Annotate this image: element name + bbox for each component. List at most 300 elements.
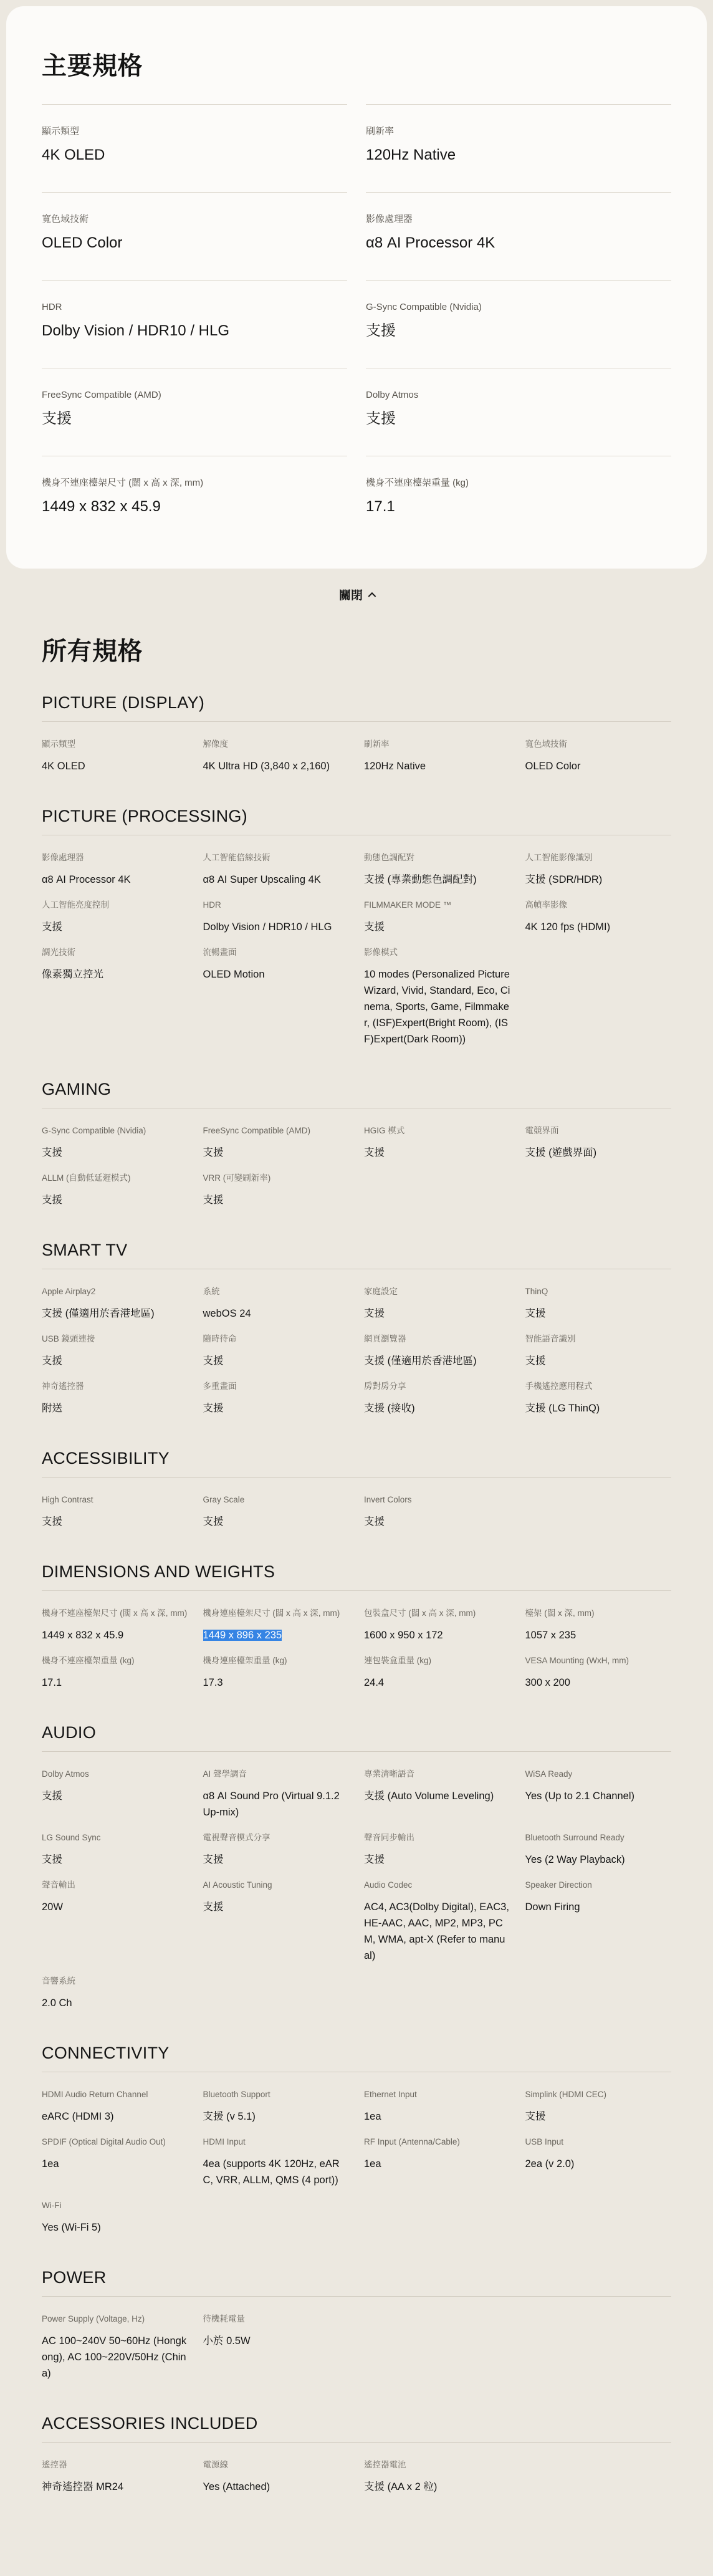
spec-item	[525, 1768, 672, 1820]
spec-section	[42, 1562, 671, 1691]
spec-value: 20W	[42, 1901, 63, 1913]
spec-value: 支援	[203, 1403, 224, 1414]
spec-label: Gray Scale	[203, 1495, 245, 1504]
spec-value: 支援	[42, 1854, 62, 1865]
spec-item	[364, 2136, 510, 2188]
spec-value: 支援	[42, 1355, 62, 1367]
spec-item	[203, 738, 350, 774]
spec-label: WiSA Ready	[525, 1769, 573, 1779]
spec-row	[42, 1172, 671, 1208]
spec-value: 支援	[525, 1355, 546, 1367]
spec-value: α8 AI Sound Pro (Virtual 9.1.2 Up-mix)	[203, 1790, 340, 1818]
spec-value: 支援	[364, 1854, 385, 1865]
spec-value: 4ea (supports 4K 120Hz, eARC, VRR, ALLM, QMS (4 port))	[203, 2158, 340, 2186]
spec-label: Power Supply (Voltage, Hz)	[42, 2314, 145, 2324]
section-heading: ACCESSIBILITY	[42, 1449, 170, 1468]
spec-item	[525, 899, 672, 935]
spec-label: 包裝盒尺寸 (闊 x 高 x 深, mm)	[364, 1608, 476, 1618]
spec-item	[42, 946, 188, 1047]
spec-label: 人工智能亮度控制	[42, 900, 109, 910]
spec-label: G-Sync Compatible (Nvidia)	[366, 302, 482, 312]
spec-value: 2ea (v 2.0)	[525, 2158, 575, 2170]
spec-value: 17.1	[366, 498, 395, 515]
spec-value: 120Hz Native	[364, 761, 426, 772]
spec-label: 機身不連座檯架重量 (kg)	[42, 1656, 135, 1665]
specs-page	[0, 6, 713, 2576]
section-divider	[42, 2442, 671, 2443]
spec-value: 1057 x 235	[525, 1630, 577, 1641]
spec-value: 支援	[203, 1147, 224, 1158]
spec-value: 17.3	[203, 1677, 223, 1688]
spec-value: 支援 (v 5.1)	[203, 2111, 256, 2122]
spec-value: 支援 (AA x 2 粒)	[364, 2481, 438, 2492]
spec-item	[364, 946, 510, 1047]
spec-label: 流暢畫面	[203, 948, 237, 957]
section-heading: PICTURE (PROCESSING)	[42, 807, 248, 825]
spec-label: 刷新率	[366, 126, 395, 137]
spec-value: 24.4	[364, 1677, 385, 1688]
spec-item	[366, 280, 671, 368]
spec-label: 智能語音識別	[525, 1334, 576, 1343]
spec-value: 支援	[203, 1901, 224, 1913]
spec-label: HGIG 模式	[364, 1126, 405, 1135]
spec-label: Speaker Direction	[525, 1880, 592, 1890]
spec-label: Apple Airplay2	[42, 1287, 96, 1296]
spec-value: AC4, AC3(Dolby Digital), EAC3, HE-AAC, AAC, MP2, MP3, PCM, WMA, apt-X (Refer to manual)	[364, 1901, 509, 1961]
spec-label: 影像模式	[364, 948, 398, 957]
spec-label: HDR	[203, 900, 221, 910]
main-specs-title: 主要規格	[42, 52, 143, 80]
spec-item	[203, 2313, 350, 2381]
spec-label: LG Sound Sync	[42, 1833, 101, 1842]
spec-value: 附送	[42, 1403, 62, 1414]
section-divider	[42, 1751, 671, 1752]
spec-label: High Contrast	[42, 1495, 93, 1504]
spec-value: 支援	[366, 410, 396, 427]
spec-item	[203, 2136, 350, 2188]
spec-row	[42, 1607, 671, 1643]
spec-item	[203, 2459, 350, 2495]
spec-item	[525, 852, 672, 888]
spec-label: 電源線	[203, 2460, 228, 2469]
spec-value: 4K OLED	[42, 147, 105, 163]
spec-value: 支援 (SDR/HDR)	[525, 874, 603, 885]
section-divider	[42, 1477, 671, 1478]
spec-item	[525, 1380, 672, 1416]
spec-value: Dolby Vision / HDR10 / HLG	[42, 322, 230, 339]
spec-label: 動態色調配對	[364, 853, 414, 862]
spec-item	[364, 1879, 510, 1964]
spec-label: ThinQ	[525, 1287, 548, 1296]
spec-value: 支援	[203, 1516, 224, 1527]
spec-value: 1449 x 832 x 45.9	[42, 1630, 124, 1641]
spec-label: 聲音同步輸出	[364, 1833, 414, 1842]
spec-value: 支援	[364, 1308, 385, 1319]
spec-item	[203, 1607, 350, 1643]
spec-value: 10 modes (Personalized Picture Wizard, Vivid, Standard, Eco, Cinema, Sports, Game, Filmmaker, (ISF)Expert(Bright Room), (ISF)Expert(Dark Room))	[364, 969, 510, 1045]
spec-value: 支援	[364, 921, 385, 933]
spec-section	[42, 2044, 671, 2236]
spec-label: 連包裝盒重量 (kg)	[364, 1656, 431, 1665]
spec-item	[42, 2136, 188, 2188]
spec-section	[42, 2414, 671, 2495]
spec-item	[364, 1125, 510, 1161]
spec-value: 1ea	[42, 2158, 59, 2170]
spec-item	[42, 1768, 188, 1820]
spec-section	[42, 1449, 671, 1530]
spec-value: 4K 120 fps (HDMI)	[525, 921, 611, 933]
spec-label: 遙控器	[42, 2460, 67, 2469]
spec-label: USB 鏡頭連接	[42, 1334, 95, 1343]
spec-item	[42, 1172, 188, 1208]
spec-value: 支援	[42, 1516, 62, 1527]
all-specs-title: 所有規格	[42, 638, 143, 665]
spec-label: VESA Mounting (WxH, mm)	[525, 1656, 629, 1665]
spec-value: 17.1	[42, 1677, 62, 1688]
spec-value: 300 x 200	[525, 1677, 570, 1688]
spec-item	[42, 456, 347, 544]
close-row	[0, 584, 713, 605]
spec-item	[364, 738, 510, 774]
spec-item	[42, 2199, 188, 2236]
spec-label: HDMI Input	[203, 2137, 246, 2146]
spec-label: 檯架 (闊 x 深, mm)	[525, 1608, 595, 1618]
spec-label: 遙控器電池	[364, 2460, 406, 2469]
section-heading: AUDIO	[42, 1723, 97, 1742]
section-heading: POWER	[42, 2268, 107, 2287]
spec-item	[525, 1879, 672, 1964]
spec-item	[42, 1286, 188, 1322]
spec-row	[42, 2459, 671, 2495]
spec-value: webOS 24	[203, 1308, 251, 1319]
spec-item	[42, 738, 188, 774]
spec-label: ALLM (自動低延遲模式)	[42, 1173, 131, 1183]
section-heading: DIMENSIONS AND WEIGHTS	[42, 1562, 275, 1581]
spec-label: HDMI Audio Return Channel	[42, 2090, 148, 2099]
spec-value: α8 AI Super Upscaling 4K	[203, 874, 321, 885]
close-button-label: 關閉	[338, 589, 363, 602]
spec-value: Yes (Attached)	[203, 2481, 270, 2492]
spec-label: 房對房分享	[364, 1382, 406, 1391]
spec-label: RF Input (Antenna/Cable)	[364, 2137, 460, 2146]
spec-label: Bluetooth Support	[203, 2090, 270, 2099]
spec-row	[42, 1125, 671, 1161]
spec-value: 神奇遙控器 MR24	[42, 2481, 124, 2492]
spec-value: 4K Ultra HD (3,840 x 2,160)	[203, 761, 330, 772]
spec-item	[203, 1172, 350, 1208]
spec-item	[203, 1768, 350, 1820]
spec-value: Down Firing	[525, 1901, 580, 1913]
spec-label: Simplink (HDMI CEC)	[525, 2090, 607, 2099]
spec-item	[203, 1494, 350, 1530]
spec-label: 機身連座檯架尺寸 (闊 x 高 x 深, mm)	[203, 1608, 340, 1618]
spec-item	[364, 899, 510, 935]
spec-row	[42, 899, 671, 935]
spec-label: 影像處理器	[366, 214, 413, 224]
section-heading: PICTURE (DISPLAY)	[42, 693, 205, 712]
spec-item	[203, 1333, 350, 1369]
spec-label: 聲音輸出	[42, 1880, 75, 1890]
spec-value: 支援 (專業動態色調配對)	[364, 874, 477, 885]
spec-item	[42, 1380, 188, 1416]
spec-value: 120Hz Native	[366, 147, 456, 163]
spec-value: OLED Motion	[203, 969, 265, 980]
spec-value: 支援	[42, 1790, 62, 1802]
spec-item	[42, 2313, 188, 2381]
spec-section	[42, 693, 671, 774]
spec-label: Wi-Fi	[42, 2201, 62, 2210]
spec-label: 家庭設定	[364, 1287, 398, 1296]
spec-value: 支援	[203, 1355, 224, 1367]
spec-item	[42, 280, 347, 368]
spec-value: eARC (HDMI 3)	[42, 2111, 114, 2122]
spec-value: 支援 (Auto Volume Leveling)	[364, 1790, 494, 1802]
section-heading: GAMING	[42, 1080, 112, 1098]
spec-label: 音響系統	[42, 1976, 75, 1986]
section-divider	[42, 2296, 671, 2297]
spec-item	[42, 2459, 188, 2495]
all-specs-sections	[42, 693, 671, 2495]
spec-label: Dolby Atmos	[366, 390, 419, 400]
spec-item	[203, 1286, 350, 1322]
spec-value: AC 100~240V 50~60Hz (Hongkong), AC 100~220V/50Hz (China)	[42, 2335, 187, 2379]
spec-item	[203, 2088, 350, 2125]
spec-value: 支援	[42, 1147, 62, 1158]
spec-item	[364, 1333, 510, 1369]
main-specs-card	[6, 6, 707, 569]
spec-label: 手機遙控應用程式	[525, 1382, 593, 1391]
spec-row	[42, 1975, 671, 2011]
spec-row	[42, 1494, 671, 1530]
spec-label: 機身不連座檯架重量 (kg)	[366, 478, 469, 488]
spec-value: 1449 x 832 x 45.9	[42, 498, 161, 515]
section-divider	[42, 1590, 671, 1591]
selected-text: 1449 x 896 x 235	[203, 1630, 282, 1641]
spec-value: 支援 (遊戲界面)	[525, 1147, 597, 1158]
close-specs-button[interactable]	[334, 584, 379, 605]
spec-label: 顯示類型	[42, 126, 80, 137]
spec-row	[42, 1286, 671, 1322]
spec-row	[42, 1655, 671, 1691]
spec-label: 機身不連座檯架尺寸 (闊 x 高 x 深, mm)	[42, 1608, 188, 1618]
spec-item	[525, 1333, 672, 1369]
spec-label: SPDIF (Optical Digital Audio Out)	[42, 2137, 166, 2146]
section-heading: SMART TV	[42, 1241, 128, 1259]
spec-value: 支援	[42, 921, 62, 933]
spec-label: Audio Codec	[364, 1880, 413, 1890]
spec-label: 待機耗電量	[203, 2314, 245, 2324]
spec-label: 影像處理器	[42, 853, 84, 862]
spec-item	[203, 1832, 350, 1868]
spec-label: 專業清晰語音	[364, 1769, 414, 1779]
spec-item	[42, 2088, 188, 2125]
spec-value: 支援 (僅適用於香港地區)	[42, 1308, 155, 1319]
spec-value: Yes (2 Way Playback)	[525, 1854, 625, 1865]
spec-item	[364, 2459, 510, 2495]
spec-value: OLED Color	[42, 234, 123, 251]
spec-item	[364, 1655, 510, 1691]
spec-item	[525, 1286, 672, 1322]
spec-label: 寬色域技術	[42, 214, 89, 224]
spec-section	[42, 1241, 671, 1416]
spec-label: 調光技術	[42, 948, 75, 957]
spec-item	[525, 738, 672, 774]
spec-item	[525, 2088, 672, 2125]
spec-label: 人工智能影像識別	[525, 853, 593, 862]
spec-item	[364, 1607, 510, 1643]
spec-label: 電視聲音模式分享	[203, 1833, 270, 1842]
spec-row	[42, 1879, 671, 1964]
spec-label: Ethernet Input	[364, 2090, 417, 2099]
spec-value: α8 AI Processor 4K	[366, 234, 495, 251]
spec-row	[42, 738, 671, 774]
spec-item	[366, 456, 671, 544]
spec-row	[42, 946, 671, 1047]
spec-section	[42, 2268, 671, 2381]
spec-label: USB Input	[525, 2137, 564, 2146]
spec-label: 神奇遙控器	[42, 1382, 84, 1391]
section-divider	[42, 721, 671, 722]
spec-value: 支援	[364, 1516, 385, 1527]
spec-label: 顯示類型	[42, 739, 75, 749]
spec-item	[364, 1832, 510, 1868]
spec-value: 4K OLED	[42, 761, 85, 772]
spec-value: Yes (Up to 2.1 Channel)	[525, 1790, 634, 1802]
spec-value: 1ea	[364, 2111, 381, 2122]
spec-item	[203, 1879, 350, 1964]
spec-value: Dolby Vision / HDR10 / HLG	[203, 921, 332, 933]
spec-value: 像素獨立控光	[42, 969, 103, 980]
spec-row	[42, 1380, 671, 1416]
spec-item	[203, 852, 350, 888]
spec-item	[42, 368, 347, 456]
spec-value: 支援	[366, 322, 396, 339]
spec-value: 支援	[203, 1854, 224, 1865]
spec-label: 電競界面	[525, 1126, 559, 1135]
spec-item	[525, 1125, 672, 1161]
spec-item	[42, 899, 188, 935]
spec-value: 支援	[203, 1194, 224, 1206]
spec-item	[525, 1832, 672, 1868]
section-heading: ACCESSORIES INCLUDED	[42, 2414, 258, 2433]
spec-label: 寬色域技術	[525, 739, 567, 749]
spec-label: FreeSync Compatible (AMD)	[42, 390, 161, 400]
spec-label: 人工智能倍線技術	[203, 853, 270, 862]
spec-label: 機身不連座檯架尺寸 (闊 x 高 x 深, mm)	[42, 478, 204, 488]
spec-value: 支援	[525, 2111, 546, 2122]
spec-item	[203, 946, 350, 1047]
chevron-up-icon	[368, 592, 376, 600]
spec-item	[364, 1286, 510, 1322]
spec-item	[42, 1607, 188, 1643]
spec-value: 1ea	[364, 2158, 381, 2170]
spec-item	[364, 852, 510, 888]
spec-row	[42, 2313, 671, 2381]
spec-row	[42, 2088, 671, 2125]
spec-item	[203, 1380, 350, 1416]
spec-item	[364, 1768, 510, 1820]
spec-item	[203, 899, 350, 935]
spec-item	[366, 368, 671, 456]
spec-label: Bluetooth Surround Ready	[525, 1833, 624, 1842]
spec-section	[42, 807, 671, 1047]
spec-item	[42, 104, 347, 192]
spec-item	[525, 1607, 672, 1643]
spec-value: 支援	[364, 1147, 385, 1158]
spec-row	[42, 1333, 671, 1369]
spec-label: 高幀率影像	[525, 900, 567, 910]
spec-item	[525, 2136, 672, 2188]
spec-section	[42, 1723, 671, 2011]
spec-item	[42, 1125, 188, 1161]
spec-label: Invert Colors	[364, 1495, 412, 1504]
spec-label: VRR (可變刷新率)	[203, 1173, 271, 1183]
spec-label: 網頁瀏覽器	[364, 1334, 406, 1343]
spec-label: 隨時待命	[203, 1334, 237, 1343]
section-heading: CONNECTIVITY	[42, 2044, 170, 2062]
spec-section	[42, 1080, 671, 1208]
spec-label: 機身連座檯架重量 (kg)	[203, 1656, 287, 1665]
spec-value: 支援 (僅適用於香港地區)	[364, 1355, 477, 1367]
spec-value: OLED Color	[525, 761, 581, 772]
spec-item	[42, 1333, 188, 1369]
spec-value: 支援	[42, 410, 72, 427]
spec-row	[42, 1832, 671, 1868]
spec-label: 系統	[203, 1287, 220, 1296]
spec-item	[364, 2088, 510, 2125]
spec-item	[364, 1494, 510, 1530]
spec-item	[42, 852, 188, 888]
spec-value: 小於 0.5W	[203, 2335, 251, 2347]
spec-item	[366, 192, 671, 280]
spec-label: FILMMAKER MODE ™	[364, 900, 452, 910]
spec-item	[203, 1655, 350, 1691]
spec-row	[42, 1768, 671, 1820]
spec-item	[42, 1494, 188, 1530]
spec-label: HDR	[42, 302, 62, 312]
spec-value: 支援 (接收)	[364, 1403, 415, 1414]
spec-item	[42, 1832, 188, 1868]
spec-item	[203, 1125, 350, 1161]
spec-item	[42, 1655, 188, 1691]
spec-value	[203, 1627, 350, 1643]
spec-value: 支援 (LG ThinQ)	[525, 1403, 600, 1414]
spec-value: Yes (Wi-Fi 5)	[42, 2222, 101, 2233]
spec-value: 2.0 Ch	[42, 1997, 72, 2009]
spec-label: Dolby Atmos	[42, 1769, 89, 1779]
spec-item	[525, 1655, 672, 1691]
spec-value: 支援	[525, 1308, 546, 1319]
spec-item	[364, 1380, 510, 1416]
spec-item	[42, 1975, 188, 2011]
spec-label: FreeSync Compatible (AMD)	[203, 1126, 311, 1135]
spec-label: AI Acoustic Tuning	[203, 1880, 272, 1890]
spec-item	[42, 192, 347, 280]
spec-label: 多重畫面	[203, 1382, 237, 1391]
spec-label: AI 聲學調音	[203, 1769, 247, 1779]
spec-value: 1600 x 950 x 172	[364, 1630, 443, 1641]
spec-row	[42, 2199, 671, 2236]
spec-row	[42, 2136, 671, 2188]
spec-item	[366, 104, 671, 192]
spec-item	[42, 1879, 188, 1964]
spec-label: G-Sync Compatible (Nvidia)	[42, 1126, 146, 1135]
spec-label: 解像度	[203, 739, 228, 749]
spec-row	[42, 852, 671, 888]
spec-value: α8 AI Processor 4K	[42, 874, 131, 885]
spec-value: 支援	[42, 1194, 62, 1206]
main-specs-grid	[42, 104, 671, 544]
